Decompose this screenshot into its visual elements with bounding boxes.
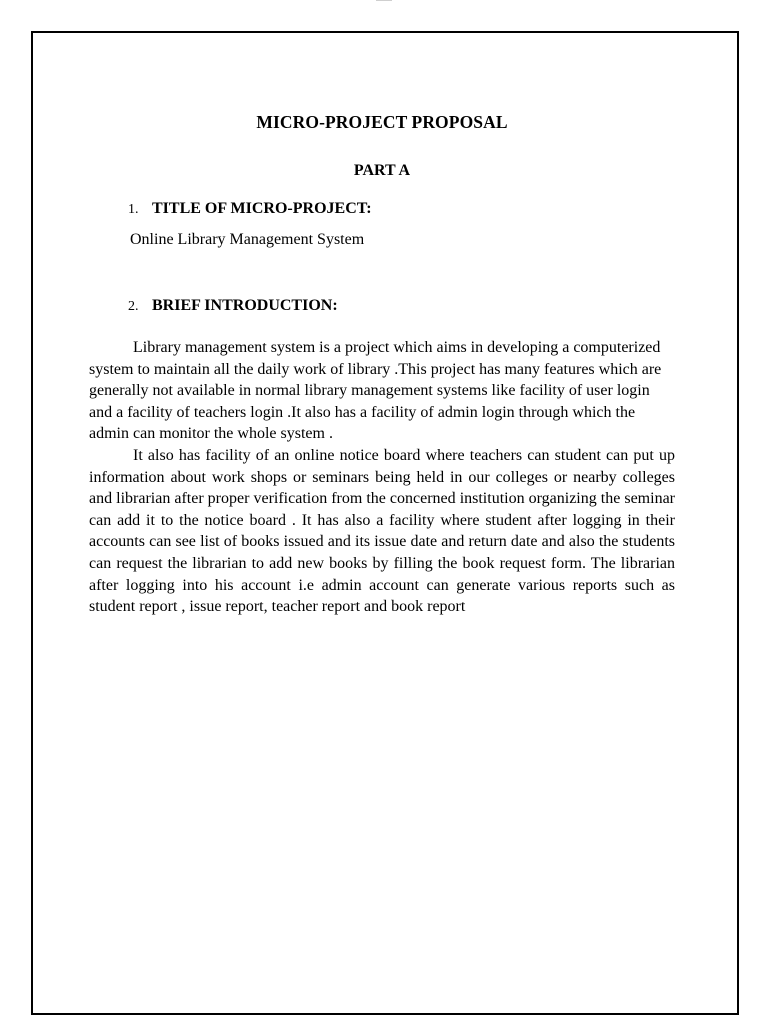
section-heading-text: TITLE OF MICRO-PROJECT: <box>152 200 372 217</box>
introduction-paragraph: It also has facility of an online notice board where teachers can student can put up information about work shops or seminars being held in our colleges or nearby colleges and librarian after proper verification from the concerned institution organizing the seminar can add it to the notice board . It has also a facility where student after logging in their accounts can see list of books issued and its issue date and return date and also the students can request the librarian to add new books by filling the book request form. The librarian after logging into his account i.e admin account can generate various reports such as student report , issue report, teacher report and book report <box>89 446 675 616</box>
introduction-body <box>89 337 675 618</box>
part-heading: PART A <box>353 162 411 179</box>
project-title-text: Online Library Management System <box>130 231 365 248</box>
section-number: 2. <box>128 299 139 314</box>
section-heading-title <box>128 199 372 220</box>
section-number: 1. <box>128 202 139 217</box>
document-title: MICRO-PROJECT PROPOSAL <box>256 112 508 132</box>
section-heading-introduction <box>128 296 338 317</box>
section-heading-text: BRIEF INTRODUCTION: <box>152 297 338 314</box>
introduction-paragraph: Library management system is a project which aims in developing a computerized system to maintain all the daily work of library .This project has many features which are generally not available in normal library management systems like facility of user login and a facility of teachers login .It also has a facility of admin login through which the admin can monitor the whole system . <box>89 339 662 443</box>
page-top-mark <box>376 0 392 1</box>
